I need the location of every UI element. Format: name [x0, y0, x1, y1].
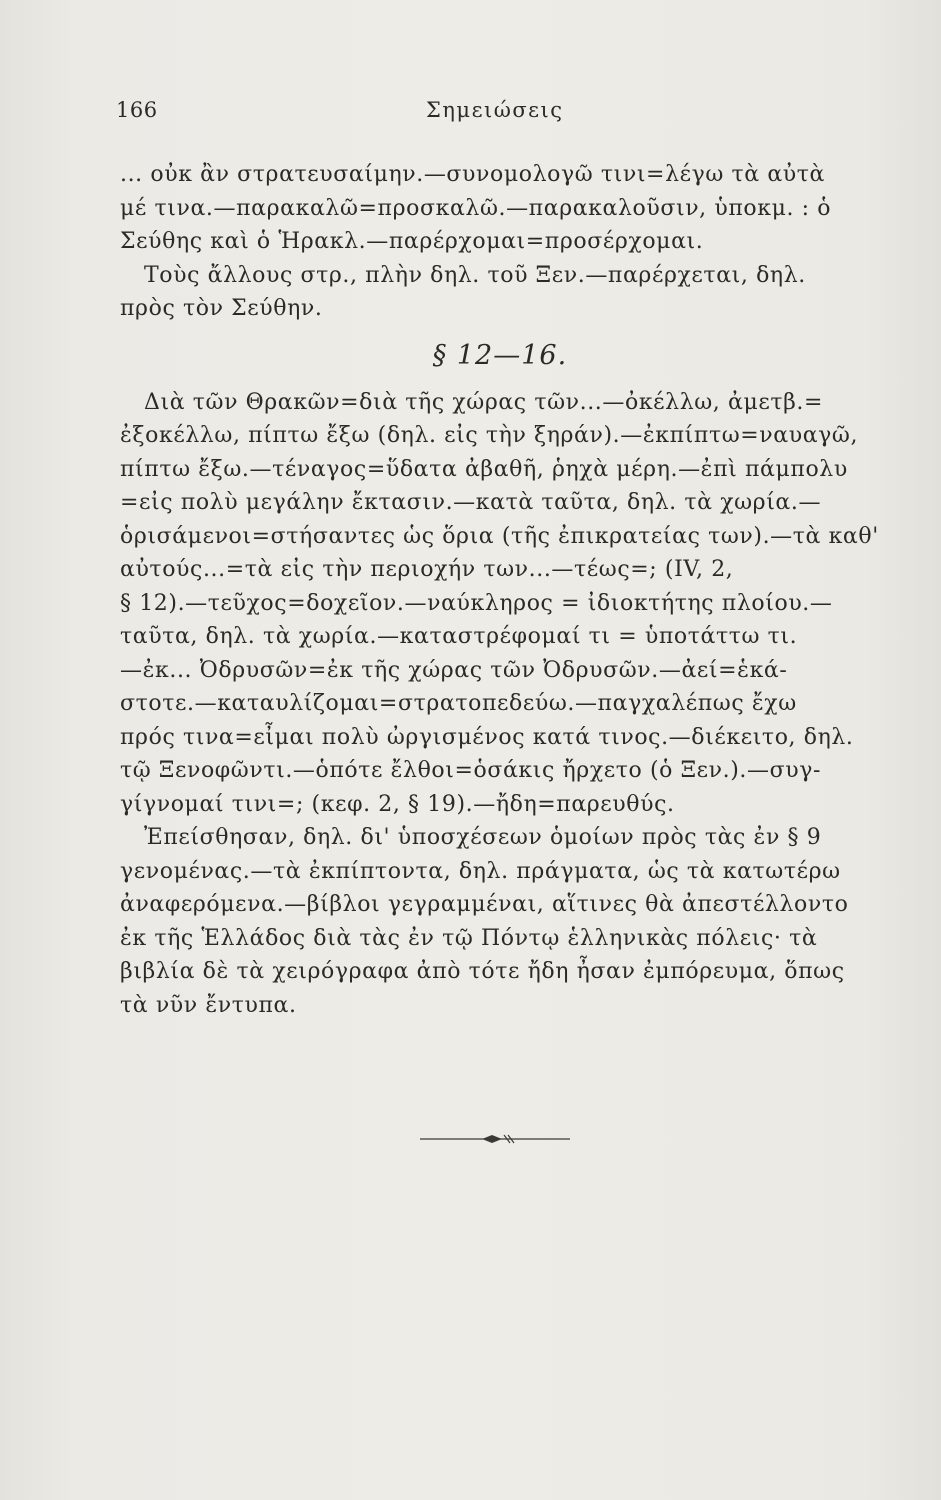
text-line: —ἐκ... Ὀδρυσῶν=ἐκ τῆς χώρας τῶν Ὀδρυσῶν.—ἀεί=ἑκά- — [120, 657, 788, 683]
section-heading: § 12—16. — [432, 339, 568, 371]
text-line: § 12).—τεῦχος=δοχεῖον.—ναύκληρος = ἰδιοκτήτης πλοίου.— — [120, 590, 833, 616]
text-line: στοτε.—καταυλίζομαι=στρατοπεδεύω.—παγχαλέπως ἔχω — [120, 691, 797, 716]
text-line: τῷ Ξενοφῶντι.—ὁπότε ἔλθοι=ὁσάκις ἤρχετο (ὁ Ξεν.).—συγ- — [120, 758, 821, 783]
tailpiece-ornament — [420, 1132, 570, 1146]
page-header — [116, 98, 821, 128]
page-number: 166 — [116, 98, 158, 122]
text-line: πρός τινα=εἶμαι πολὺ ὠργισμένος κατά τινος.—διέκειτο, δηλ. — [120, 724, 854, 750]
text-line: ταῦτα, δηλ. τὰ χωρία.—καταστρέφομαί τι = ὑποτάττω τι. — [120, 624, 798, 649]
text-line: γενομένας.—τὰ ἐκπίπτοντα, δηλ. πράγματα, ὡς τὰ κατωτέρω — [120, 858, 841, 884]
text-line: πίπτω ἔξω.—τέναγος=ὕδατα ἀβαθῆ, ῥηχὰ μέρη.—ἐπὶ πάμπολυ — [120, 456, 848, 482]
text-line: γίγνομαί τινι=; (κεφ. 2, § 19).—ἤδη=παρευθύς. — [120, 791, 675, 817]
text-line: Ἐπείσθησαν, δηλ. δι' ὑποσχέσεων ὁμοίων πρὸς τὰς ἐν § 9 — [144, 825, 822, 850]
notes-text — [120, 158, 880, 1022]
running-title: Σημειώσεις — [426, 98, 564, 122]
text-line: ἀναφερόμενα.—βίβλοι γεγραμμέναι, αἵτινες θὰ ἀπεστέλλοντο — [120, 892, 849, 917]
text-line: ... οὐκ ἂν στρατευσαίμην.—συνομολογῶ τινι=λέγω τὰ αὐτὰ — [120, 162, 825, 187]
text-line: βιβλία δὲ τὰ χειρόγραφα ἀπὸ τότε ἤδη ἦσαν ἐμπόρευμα, ὅπως — [120, 959, 845, 984]
text-line: ὁρισάμενοι=στήσαντες ὡς ὅρια (τῆς ἐπικρατείας των).—τὰ καθ' — [120, 523, 879, 549]
text-line: Διὰ τῶν Θρακῶν=διὰ τῆς χώρας τῶν...—ὀκέλλω, ἀμετβ.= — [144, 389, 824, 415]
text-line: Τοὺς ἄλλους στρ., πλὴν δηλ. τοῦ Ξεν.—παρέρχεται, δηλ. — [144, 262, 806, 288]
text-line: =εἰς πολὺ μεγάλην ἔκτασιν.—κατὰ ταῦτα, δηλ. τὰ χωρία.— — [120, 490, 822, 515]
text-line: τὰ νῦν ἔντυπα. — [120, 992, 297, 1018]
text-line: ἐξοκέλλω, πίπτω ἔξω (δηλ. εἰς τὴν ξηράν).—ἐκπίπτω=ναυαγῶ, — [120, 423, 859, 448]
text-line: ἐκ τῆς Ἑλλάδος διὰ τὰς ἐν τῷ Πόντῳ ἑλληνικὰς πόλεις· τὰ — [120, 925, 818, 951]
text-line: Σεύθης καὶ ὁ Ἡρακλ.—παρέρχομαι=προσέρχομαι. — [120, 229, 704, 254]
text-line: μέ τινα.—παρακαλῶ=προσκαλῶ.—παρακαλοῦσιν, ὑποκμ. : ὁ — [120, 195, 832, 221]
text-line: πρὸς τὸν Σεύθην. — [120, 296, 323, 321]
text-line: αὐτούς...=τὰ εἰς τὴν περιοχήν των...—τέως=; (IV, 2, — [120, 557, 734, 582]
